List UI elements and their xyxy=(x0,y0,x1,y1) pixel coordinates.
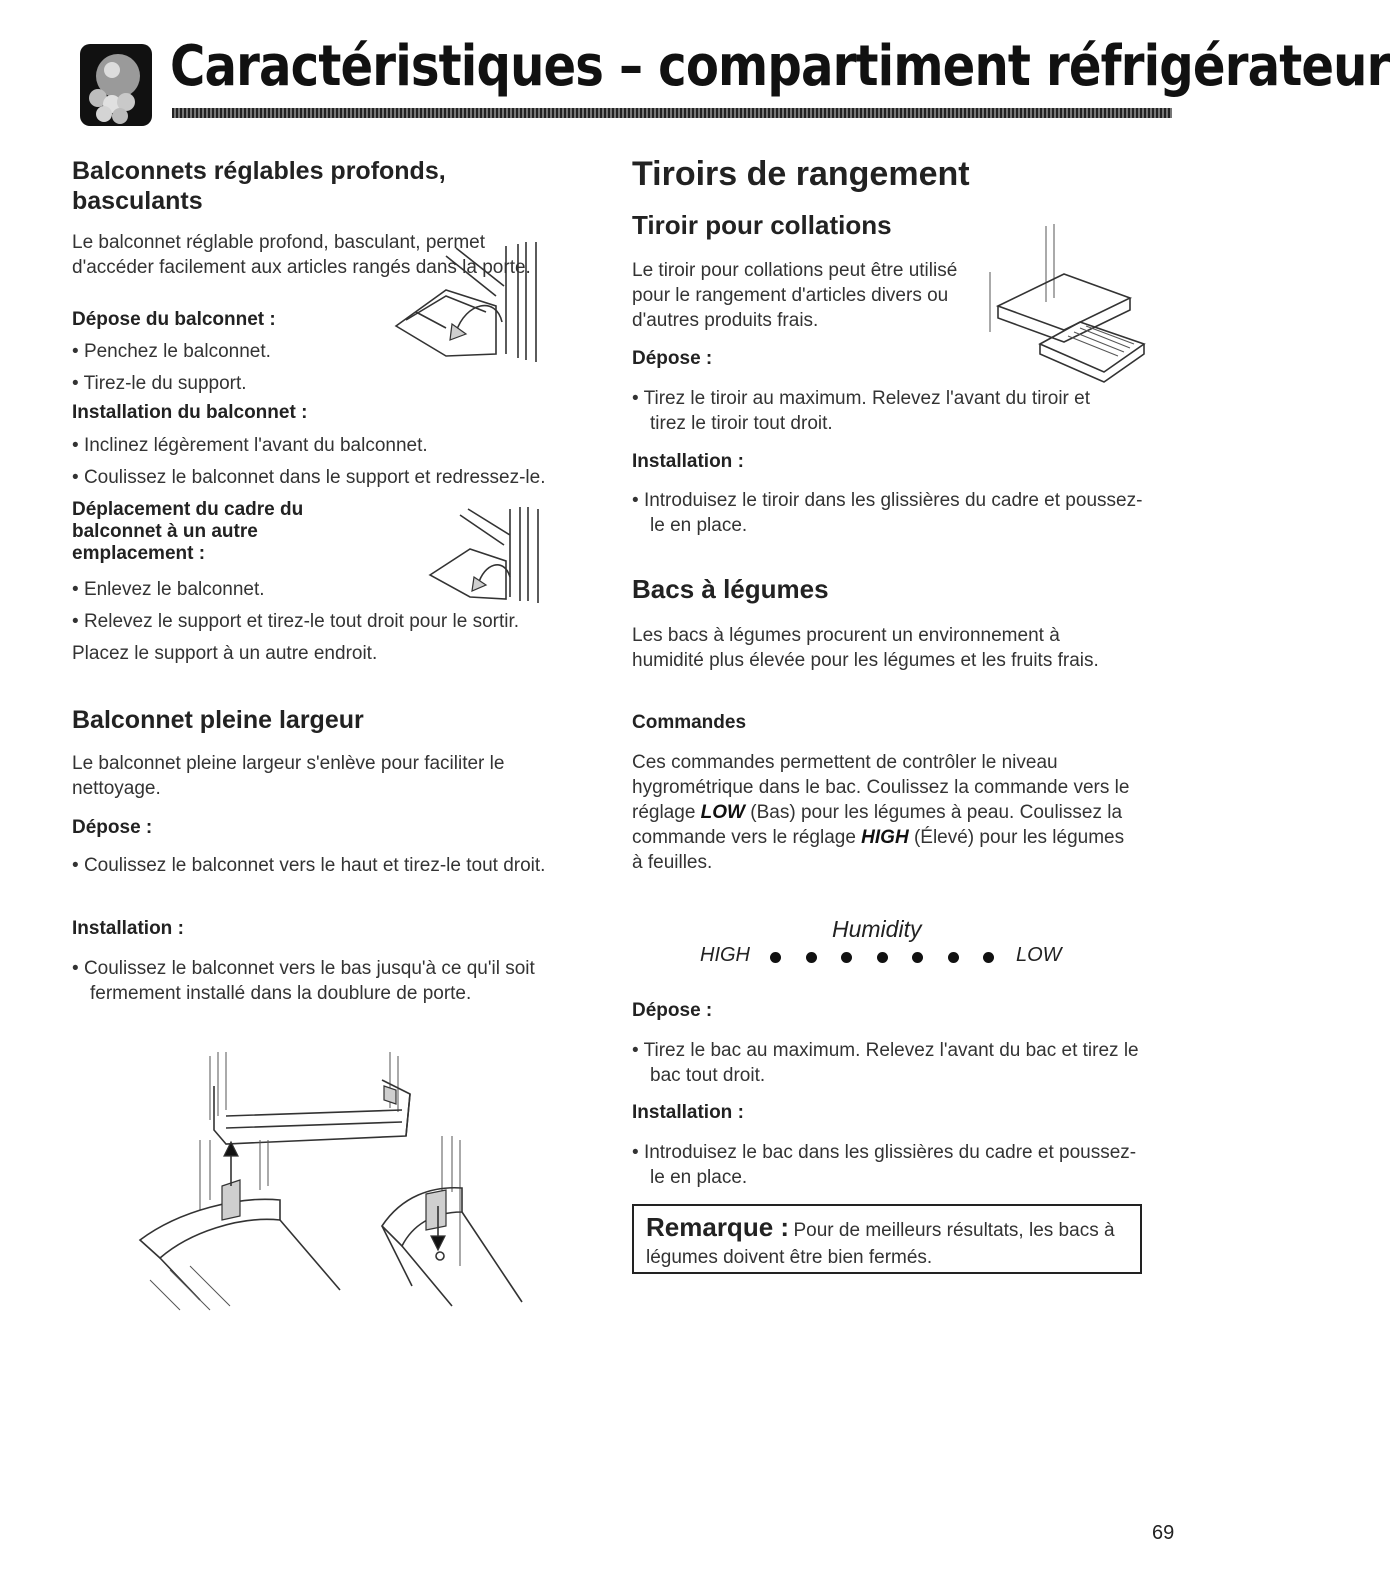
list-item: • Relevez le support et tirez-le tout droit pour le sortir. xyxy=(72,609,610,634)
page-title: Caractéristiques – compartiment réfrigérateur xyxy=(170,34,1390,99)
crisper-installation-title: Installation : xyxy=(632,1102,744,1123)
note-text: Pour de meilleurs résultats, les bacs à légumes doivent être bien fermés. xyxy=(646,1220,1115,1268)
list-item: • Coulissez le balconnet dans le support et redressez-le. xyxy=(72,465,610,490)
list-item: • Enlevez le balconnet. xyxy=(72,577,265,602)
installation-balconnet-title: Installation du balconnet : xyxy=(72,402,308,423)
deplacement-cadre-title: Déplacement du cadre du balconnet à un autre emplacement : xyxy=(72,499,304,564)
crisper-depose-title: Dépose : xyxy=(632,1000,713,1021)
tiroir-collations-intro: Le tiroir pour collations peut être utilisé pour le rangement d'articles divers ou d'autres produits frais. xyxy=(632,260,958,331)
fruit-produce-icon xyxy=(78,42,154,128)
bin-tilt-illustration xyxy=(386,236,576,371)
section-title-tiroirs: Tiroirs de rangement xyxy=(632,155,970,193)
installation-title: Installation : xyxy=(72,918,184,939)
bacs-legumes-intro: Les bacs à légumes procurent un environnement à humidité plus élevée pour les légumes et les fruits frais. xyxy=(632,625,1099,671)
frame-move-illustration xyxy=(420,505,570,610)
humidity-dot xyxy=(806,952,817,963)
snack-depose-title: Dépose : xyxy=(632,348,713,369)
bacs-legumes-title: Bacs à légumes xyxy=(632,574,829,604)
section-title-balconnet-pleine-largeur: Balconnet pleine largeur xyxy=(72,706,364,734)
commandes-title: Commandes xyxy=(632,712,747,733)
high-setting: HIGH xyxy=(861,827,909,848)
commandes-text: Ces commandes permettent de contrôler le niveau hygrométrique dans le bac. Coulissez la commande vers le réglage LOW (Bas) pour les légumes à peau. Coulissez la commande vers le réglage HIGH (Élevé) pour les légumes à feuilles. xyxy=(632,752,1130,873)
list-item: • Coulissez le balconnet vers le haut et tirez-le tout droit. xyxy=(72,853,580,878)
balconnets-intro: Le balconnet réglable profond, basculant, permet d'accéder facilement aux articles rangés dans la porte. xyxy=(72,232,531,278)
remarque-note xyxy=(632,1204,1142,1274)
list-item: • Inclinez légèrement l'avant du balconnet. xyxy=(72,433,610,458)
list-item: • Tirez le bac au maximum. Relevez l'avant du bac et tirez le bac tout droit. xyxy=(632,1038,1150,1088)
depose-title: Dépose : xyxy=(72,817,153,838)
low-setting: LOW xyxy=(700,802,745,823)
humidity-dot xyxy=(770,952,781,963)
list-item: • Penchez le balconnet. xyxy=(72,339,271,364)
bin-lift-illustration xyxy=(140,1140,340,1315)
snack-installation-title: Installation : xyxy=(632,451,744,472)
page-number: 69 xyxy=(1152,1522,1175,1544)
list-item: • Tirez-le du support. xyxy=(72,371,247,396)
section-title-balconnets-reglables: Balconnets réglables profonds, basculants xyxy=(72,157,446,215)
depose-balconnet-title: Dépose du balconnet : xyxy=(72,309,276,330)
list-item: • Introduisez le bac dans les glissières du cadre et poussez-le en place. xyxy=(632,1140,1150,1190)
title-rule xyxy=(172,108,1172,118)
list-item: • Tirez le tiroir au maximum. Relevez l'avant du tiroir et tirez le tiroir tout droit. xyxy=(632,386,1100,436)
note-label: Remarque : xyxy=(646,1212,790,1242)
humidity-dot xyxy=(912,952,923,963)
humidity-dot xyxy=(877,952,888,963)
humidity-dot xyxy=(948,952,959,963)
pleine-largeur-intro: Le balconnet pleine largeur s'enlève pour faciliter le nettoyage. xyxy=(72,753,505,799)
snack-drawer-illustration xyxy=(984,222,1154,387)
list-item: • Coulissez le balconnet vers le bas jusqu'à ce qu'il soit fermement installé dans la doublure de porte. xyxy=(72,956,610,1006)
tiroir-collations-title: Tiroir pour collations xyxy=(632,210,892,240)
move-after-text: Placez le support à un autre endroit. xyxy=(72,643,378,664)
list-item: • Introduisez le tiroir dans les glissières du cadre et poussez-le en place. xyxy=(632,488,1150,538)
bin-lower-illustration xyxy=(372,1136,552,1317)
humidity-low-label: LOW xyxy=(1016,944,1062,966)
humidity-title: Humidity xyxy=(832,916,922,942)
humidity-dot xyxy=(983,952,994,963)
humidity-high-label: HIGH xyxy=(700,944,750,966)
humidity-dot xyxy=(841,952,852,963)
